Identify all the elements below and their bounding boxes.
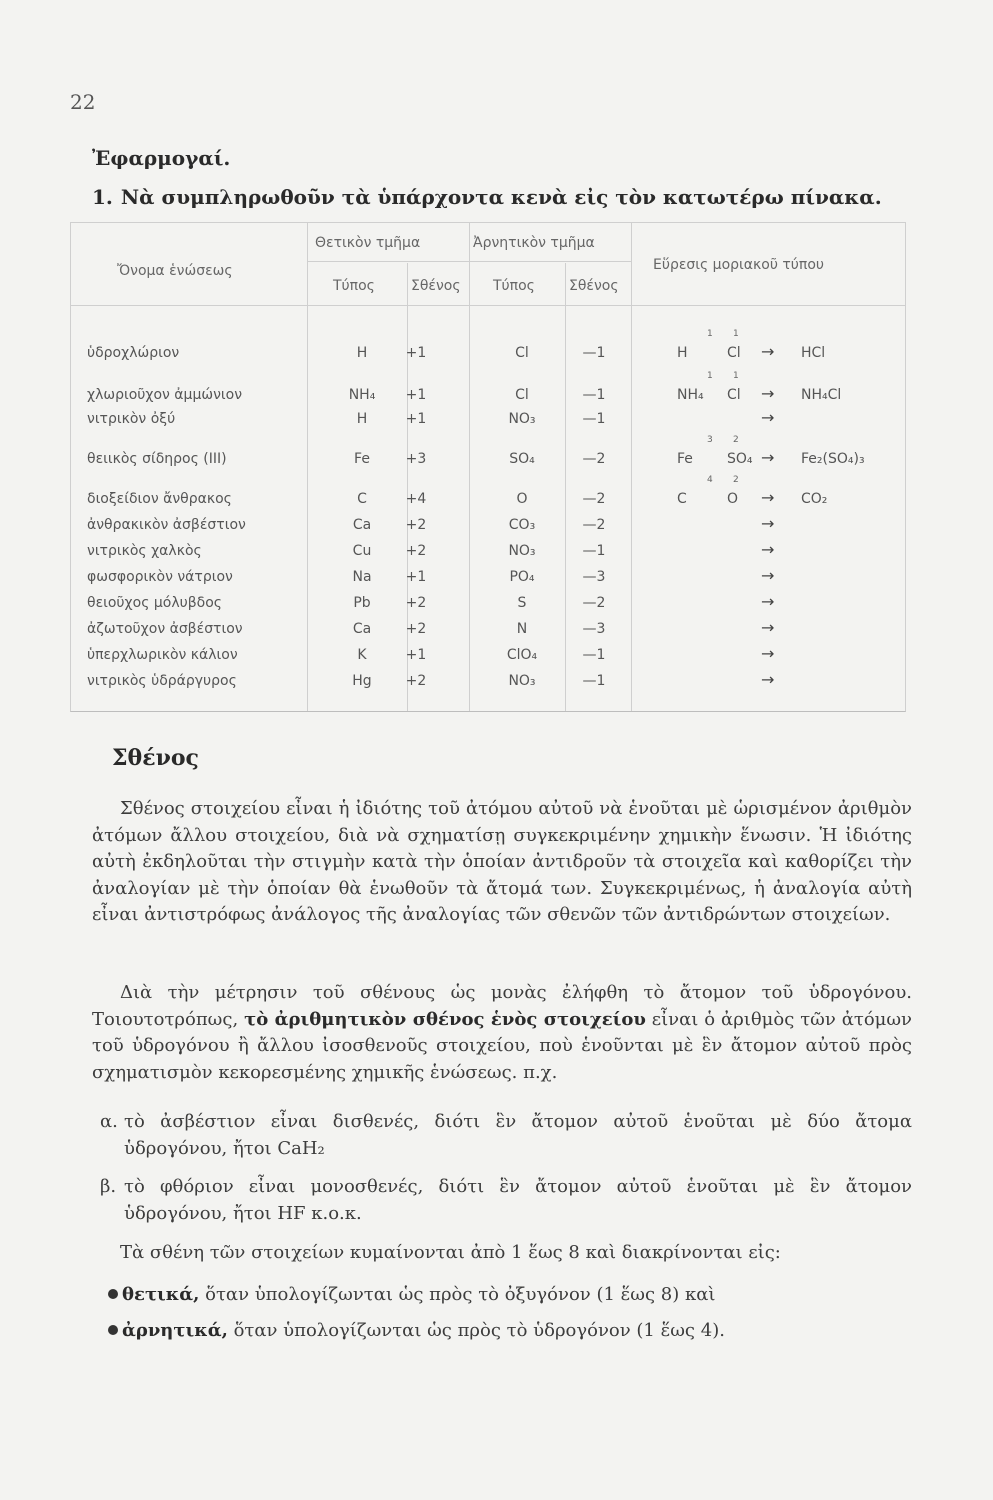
arrow-icon: →	[761, 488, 775, 507]
formula-index-1: 3	[707, 435, 713, 445]
example-a	[92, 1109, 912, 1162]
positive-type: Fe	[354, 451, 370, 467]
bullet-negative-text: ὅταν ὑπολογίζωνται ὡς πρὸς τὸ ὑδρογόνον (1 ἕως 4).	[227, 1320, 725, 1341]
positive-valence: +3	[405, 451, 427, 467]
paragraph-measurement-start: Διὰ τὴν μέτρησιν τοῦ σθένους ὡς μονὰς ἐλήφθη τὸ ἄτομον τοῦ ὑδρογόνου. Τοιουτοτρόπως,	[92, 982, 912, 1030]
positive-type: NH₄	[348, 387, 376, 403]
table-divider	[71, 305, 905, 306]
formula-work-cation: H	[677, 345, 688, 361]
positive-type: Pb	[353, 595, 371, 611]
header-negative-part: Ἀρνητικὸν τμῆμα	[473, 235, 595, 251]
compound-name: φωσφορικὸν νάτριον	[87, 569, 233, 585]
header-formula-finding: Εὕρεσις μοριακοῦ τύπου	[653, 257, 824, 273]
positive-valence: +4	[405, 491, 427, 507]
table-divider	[307, 261, 631, 262]
negative-valence: —1	[582, 647, 606, 663]
example-b-text: τὸ φθόριον εἶναι μονοσθενές, διότι ἓν ἄτομον αὐτοῦ ἑνοῦται μὲ ἓν ἄτομον ὑδρογόνου, ἤτοι HF κ.ο.κ.	[124, 1176, 912, 1224]
arrow-icon: →	[761, 448, 775, 467]
example-b	[92, 1174, 912, 1227]
formula-index-1: 1	[707, 329, 713, 339]
negative-valence: —1	[582, 673, 606, 689]
positive-valence: +1	[405, 569, 427, 585]
formula-index-2: 1	[733, 329, 739, 339]
formula-work-cation: Fe	[677, 451, 693, 467]
bullet-positive-text: ὅταν ὑπολογίζωνται ὡς πρὸς τὸ ὀξυγόνον (1 ἕως 8) καὶ	[199, 1284, 716, 1305]
negative-valence: —1	[582, 411, 606, 427]
negative-valence: —1	[582, 543, 606, 559]
bullet-dot-icon	[108, 1325, 118, 1335]
positive-valence: +2	[405, 543, 427, 559]
formula-work-anion: Cl	[727, 387, 741, 403]
header-positive-part: Θετικὸν τμῆμα	[315, 235, 421, 251]
formula-result: Fe₂(SO₄)₃	[801, 451, 865, 467]
formula-result: HCl	[801, 345, 826, 361]
bullet-negative	[108, 1320, 725, 1341]
positive-type: Na	[352, 569, 372, 585]
header-compound-name: Ὄνομα ἑνώσεως	[117, 263, 233, 279]
formula-result: NH₄Cl	[801, 387, 842, 403]
table-divider	[565, 263, 566, 711]
negative-type: S	[517, 595, 527, 611]
positive-type: Ca	[352, 621, 372, 637]
negative-type: Cl	[515, 387, 529, 403]
page-number: 22	[70, 90, 96, 114]
positive-valence: +1	[405, 647, 427, 663]
exercise-number: 1.	[92, 185, 113, 209]
header-pos-valence: Σθένος	[411, 278, 461, 294]
negative-valence: —2	[582, 451, 606, 467]
header-pos-type: Τύπος	[333, 278, 375, 294]
negative-type: NO₃	[508, 543, 536, 559]
header-neg-valence: Σθένος	[569, 278, 619, 294]
formula-work-anion: SO₄	[727, 451, 753, 467]
table-divider	[631, 223, 632, 711]
paragraph-measurement	[92, 980, 912, 1086]
positive-valence: +1	[405, 345, 427, 361]
compound-name: ὑδροχλώριον	[87, 345, 180, 361]
negative-type: N	[516, 621, 528, 637]
table-divider	[407, 263, 408, 711]
compound-name: διοξείδιον ἄνθρακος	[87, 491, 232, 507]
compound-name: νιτρικὸς ὑδράργυρος	[87, 673, 237, 689]
arrow-icon: →	[761, 566, 775, 585]
example-b-label: β.	[100, 1176, 117, 1197]
bullet-positive	[108, 1284, 715, 1305]
formula-index-1: 1	[707, 371, 713, 381]
bullet-negative-bold: ἀρνητικά,	[122, 1320, 228, 1341]
positive-type: Cu	[352, 543, 372, 559]
negative-type: O	[516, 491, 528, 507]
arrow-icon: →	[761, 592, 775, 611]
negative-type: NO₃	[508, 673, 536, 689]
paragraph-measurement-bold: τὸ ἀριθμητικὸν σθένος ἑνὸς στοιχείου	[244, 1008, 646, 1030]
positive-valence: +1	[405, 411, 427, 427]
arrow-icon: →	[761, 644, 775, 663]
section-heading: Ἐφαρμογαί.	[92, 146, 231, 170]
negative-valence: —1	[582, 387, 606, 403]
negative-type: PO₄	[509, 569, 535, 585]
negative-valence: —2	[582, 491, 606, 507]
negative-type: CO₃	[508, 517, 536, 533]
compound-name: νιτρικὸν ὀξύ	[87, 411, 176, 427]
arrow-icon: →	[761, 384, 775, 403]
negative-type: ClO₄	[506, 647, 538, 663]
positive-valence: +1	[405, 387, 427, 403]
positive-valence: +2	[405, 673, 427, 689]
negative-type: NO₃	[508, 411, 536, 427]
valence-table	[70, 222, 906, 712]
paragraph-measurement-end: εἶναι ὁ ἀριθμὸς τῶν ἀτόμων τοῦ ὑδρογόνου ἢ ἄλλου ἰσοσθενοῦς στοιχείου, ποὺ ἑνοῦνται μὲ ἓν ἄτομον αὐτοῦ πρὸς σχηματισμὸν κεκορεσμένης χημικῆς ἑνώσεως. π.χ.	[92, 1008, 912, 1083]
valence-heading: Σθένος	[112, 745, 199, 771]
formula-work-cation: NH₄	[677, 387, 704, 403]
formula-work-cation: C	[677, 491, 687, 507]
table-divider	[307, 223, 308, 711]
arrow-icon: →	[761, 408, 775, 427]
compound-name: νιτρικὸς χαλκὸς	[87, 543, 202, 559]
arrow-icon: →	[761, 618, 775, 637]
exercise-text: Νὰ συμπληρωθοῦν τὰ ὑπάρχοντα κενὰ εἰς τὸν κατωτέρω πίνακα.	[120, 185, 882, 209]
header-neg-type: Τύπος	[493, 278, 535, 294]
compound-name: ἀνθρακικὸν ἀσβέστιον	[87, 517, 246, 533]
compound-name: ἀζωτοῦχον ἀσβέστιον	[87, 621, 243, 637]
negative-type: Cl	[515, 345, 529, 361]
negative-valence: —2	[582, 595, 606, 611]
formula-index-2: 2	[733, 435, 739, 445]
positive-type: Hg	[352, 673, 372, 689]
negative-valence: —1	[582, 345, 606, 361]
positive-type: Ca	[352, 517, 372, 533]
paragraph-ranges: Τὰ σθένη τῶν στοιχείων κυμαίνονται ἀπὸ 1 ἕως 8 καὶ διακρίνονται εἰς:	[120, 1242, 781, 1263]
negative-valence: —3	[582, 569, 606, 585]
compound-name: ὑπερχλωρικὸν κάλιον	[87, 647, 238, 663]
positive-type: H	[356, 345, 368, 361]
example-a-label: α.	[100, 1111, 118, 1132]
example-a-text: τὸ ἀσβέστιον εἶναι δισθενές, διότι ἓν ἄτομον αὐτοῦ ἑνοῦται μὲ δύο ἄτομα ὑδρογόνου, ἤτοι CaH₂	[124, 1111, 912, 1159]
bullet-dot-icon	[108, 1289, 118, 1299]
negative-valence: —3	[582, 621, 606, 637]
formula-index-2: 2	[733, 475, 739, 485]
bullet-positive-bold: θετικά,	[122, 1284, 200, 1305]
positive-type: C	[357, 491, 367, 507]
negative-type: SO₄	[509, 451, 535, 467]
formula-index-2: 1	[733, 371, 739, 381]
arrow-icon: →	[761, 342, 775, 361]
formula-work-anion: Cl	[727, 345, 741, 361]
positive-type: K	[357, 647, 367, 663]
formula-index-1: 4	[707, 475, 713, 485]
table-divider	[469, 223, 470, 711]
arrow-icon: →	[761, 540, 775, 559]
arrow-icon: →	[761, 514, 775, 533]
compound-name: θειικὸς σίδηρος (III)	[87, 451, 227, 467]
formula-work-anion: O	[727, 491, 739, 507]
compound-name: χλωριοῦχον ἀμμώνιον	[87, 387, 243, 403]
paragraph-definition: Σθένος στοιχείου εἶναι ἡ ἰδιότης τοῦ ἀτόμου αὐτοῦ νὰ ἑνοῦται μὲ ὡρισμένον ἀριθμὸν ἀτόμων ἄλλου στοιχείου, διὰ νὰ σχηματίσῃ συγκεκριμένην χημικὴν ἕνωσιν. Ἡ ἰδιότης αὐτὴ ἐκδηλοῦται τὴν στιγμὴν κατὰ τὴν ὁποίαν ἀντιδροῦν τὰ στοιχεῖα καὶ καθορίζει τὴν ἀναλογίαν μὲ τὴν ὁποίαν θὰ ἑνωθοῦν τὰ ἄτομά των. Συγκεκριμένως, ἡ ἀναλογία αὐτὴ εἶναι ἀντιστρόφως ἀνάλογος τῆς ἀναλογίας τῶν σθενῶν τῶν ἀντιδρώντων στοιχείων.	[92, 798, 912, 925]
positive-valence: +2	[405, 621, 427, 637]
exercise-instruction	[92, 185, 882, 209]
positive-type: H	[356, 411, 368, 427]
formula-result: CO₂	[801, 491, 828, 507]
positive-valence: +2	[405, 595, 427, 611]
compound-name: θειοῦχος μόλυβδος	[87, 595, 222, 611]
arrow-icon: →	[761, 670, 775, 689]
positive-valence: +2	[405, 517, 427, 533]
negative-valence: —2	[582, 517, 606, 533]
